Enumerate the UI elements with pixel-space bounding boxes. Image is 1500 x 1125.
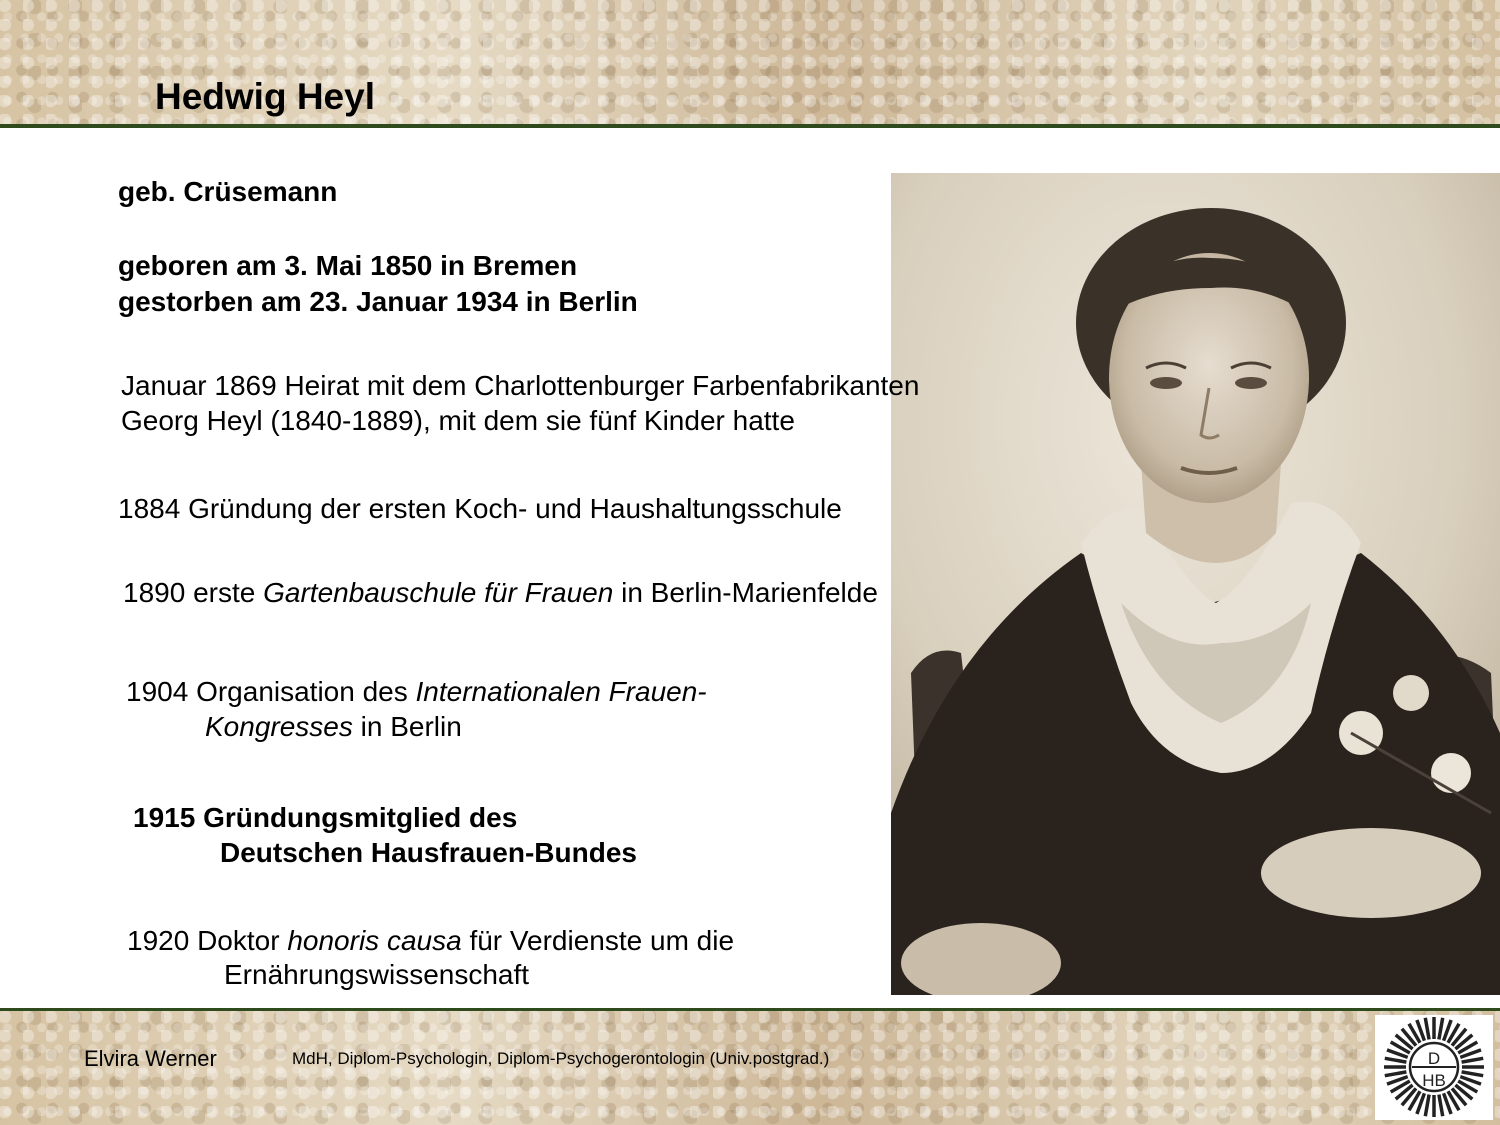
logo-ray (1439, 1018, 1443, 1040)
entry-1915-line1: 1915 Gründungsmitglied des (133, 802, 518, 833)
entry-1920-post: für Verdienste um die (461, 925, 735, 956)
entry-1904-pre: 1904 Organisation des (126, 676, 416, 707)
entry-1890 (123, 575, 878, 610)
death-date: gestorben am 23. Januar 1934 in Berlin (118, 286, 638, 317)
portrait-photo (891, 173, 1500, 995)
entry-1890-pre: 1890 erste (123, 577, 264, 608)
logo-ray (1385, 1058, 1407, 1062)
entry-1904-post: in Berlin (352, 711, 462, 742)
entry-1904-italic2: Kongresses (205, 711, 353, 742)
entry-1869-line1: Januar 1869 Heirat mit dem Charlottenburger Farbenfabrikanten (121, 370, 920, 401)
logo-ray (1385, 1072, 1407, 1076)
entry-1890-italic: Gartenbauschule für Frauen (263, 577, 614, 608)
logo-letter-top: D (1427, 1049, 1441, 1068)
entry-1890-post: in Berlin-Marienfelde (613, 577, 878, 608)
entry-1920-italic: honoris causa (287, 925, 462, 956)
entry-1920-line2: Ernährungswissenschaft (224, 959, 530, 990)
logo-ray (1425, 1018, 1429, 1040)
entry-1904-line1 (126, 674, 707, 709)
entry-1904-italic1: Internationalen Frauen- (415, 676, 707, 707)
logo-letters-bottom: HB (1422, 1071, 1446, 1090)
header-divider (0, 124, 1500, 128)
entry-1915-line2: Deutschen Hausfrauen-Bundes (220, 837, 637, 868)
footer-author: Elvira Werner (84, 1046, 217, 1071)
footer-credentials: MdH, Diplom-Psychologin, Diplom-Psychogerontologin (Univ.postgrad.) (292, 1049, 830, 1068)
entry-1869-line2: Georg Heyl (1840-1889), mit dem sie fünf Kinder hatte (121, 405, 795, 436)
entry-1920-line1 (127, 923, 734, 958)
entry-1904-line2 (205, 709, 462, 744)
birth-name: geb. Crüsemann (118, 176, 338, 207)
page-title: Hedwig Heyl (155, 76, 375, 117)
logo-ray (1439, 1095, 1443, 1117)
entry-1920-pre: 1920 Doktor (127, 925, 288, 956)
logo-ray (1462, 1072, 1484, 1076)
entry-1884: 1884 Gründung der ersten Koch- und Haushaltungsschule (118, 493, 842, 524)
logo-ray (1425, 1095, 1429, 1117)
logo-ray (1462, 1058, 1484, 1062)
dhb-logo (1375, 1015, 1493, 1120)
birth-date: geboren am 3. Mai 1850 in Bremen (118, 250, 578, 281)
